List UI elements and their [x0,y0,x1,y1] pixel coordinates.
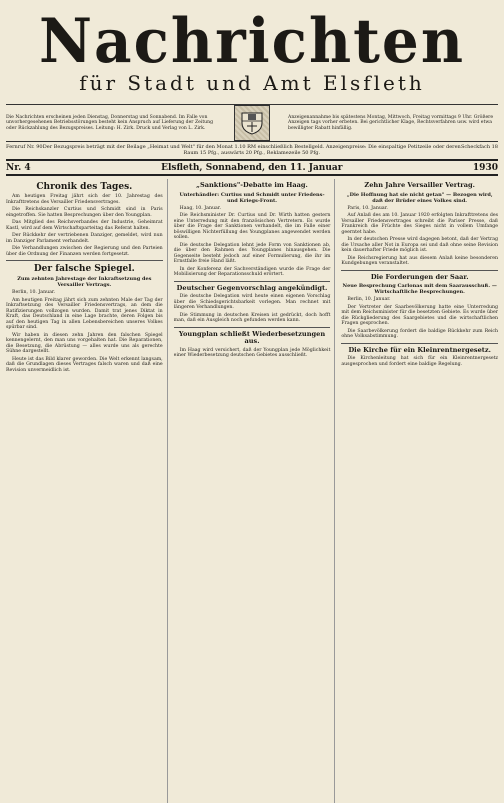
paragraph: Die deutsche Delegation lehnt jede Form von Sanktionen ab, die über den Rahmen des Youngplanes hinausgehen. Die Gegenseite besteht jedoch auf einer Formulierung, die ihr im Ernstfalle freie Hand läßt. [173,242,331,264]
divider [341,270,498,271]
paragraph: Auf Anlaß des am 10. Januar 1920 erfolgten Inkrafttretens des Versailler Friedensvertrages schreibt die Pariser Presse, daß Frankreich die Früchte des Sieges nicht in vollem Umfange geerntet habe. [341,213,499,235]
article-subheading: „Die Hoffnung hat sie nicht getan" — Bezogen wird, daß der Brüder eines Volkes sind. [346,191,493,204]
paragraph: Die Verhandlungen zwischen der Regierung und den Parteien über die Ordnung der Finanzen werden fortgesetzt. [6,246,163,257]
paragraph: Haag, 10. Januar. [179,205,221,211]
column-2 [174,179,336,803]
divider [174,281,331,282]
divider [6,260,163,261]
paragraph: Die deutsche Delegation wird heute einen eigenen Vorschlag über die Schiedsgerichtsbarkeit vorlegen. Man rechnet mit längeren Verhandlungen. [173,294,331,310]
place-date: Elsfleth, Sonnabend, den 11. Januar [161,162,343,173]
phone-number: Fernruf Nr. 90 [6,144,43,150]
paragraph: Die Reichsminister Dr. Curtius und Dr. Wirth hatten gestern eine Unterredung mit den französischen Vertretern. Es wurde über die Frage der Sanktionen verhandelt, die im Falle einer böswilligen Nichterfüllung des Youngplanes angewendet werden sollen. [173,213,331,240]
info-row [6,104,498,141]
paragraph: Heute ist das Bild klarer geworden. Die Welt erkennt langsam, daß die Grundlagen dieses Vertrages falsch waren und daß eine Revision unvermeidlich ist. [6,356,163,373]
paragraph: In der Konferenz der Sachverständigen wurde die Frage der Mobilisierung der Reparationsschuld erörtert. [173,266,331,277]
paragraph: Der Rückkehr der vertriebenen Danziger, gemeldet, wird nun im Danziger Parlament verhandelt. [6,233,163,244]
divider [341,343,498,344]
paragraph: Wir haben in diesen zehn Jahren den falschen Spiegel kennengelernt, den man uns vorgehalten hat. Die Reparationen, die Besetzung, die Abrüstung — alles wurde uns als gerechte Sühne dargestellt. [6,332,163,354]
paragraph: Die Reichsregierung hat aus diesem Anlaß keine besonderen Kundgebungen veranstaltet. [341,255,499,266]
divider [174,327,331,328]
newspaper-subtitle: für Stadt und Amt Elsfleth [79,71,425,95]
coat-of-arms-icon [234,105,270,141]
article-heading: Chronik des Tages. [36,182,133,192]
article-heading: Deutscher Gegenvorschlag angekündigt. [176,283,328,292]
dateline [6,159,498,176]
newspaper-title: Nachrichten [38,5,466,77]
paragraph: Die Stimmung in deutschen Kreisen ist gedrückt, doch hofft man, daß ein Ausgleich noch gefunden werden kann. [173,312,331,323]
column-1 [6,179,168,803]
article-heading: „Sanktions"-Debatte im Haag. [196,181,308,189]
price-note: Der Bezugspreis beträgt mit der Beilage „Heimat und Welt" für den Monat 1.10 RM einschließlich Bestellgeld. Anzeigenpreise: Die einspaltige Petitzeile oder deren Raum 15 Pfg., auswärts 20 Pfg., Reklamezeile 50 Pfg. [42,144,461,156]
column-3 [341,179,498,803]
article-heading: Der falsche Spiegel. [33,264,135,274]
paragraph: Berlin, 10. Januar. [12,290,56,295]
paragraph: Der Vertreter der Saarbevölkerung hatte eine Unterredung mit dem Reichsminister für die besetzten Gebiete. Es wurde über die Rückgliederung des Saargebietes und die wirtschaftlichen Fragen gesprochen. [341,304,499,326]
postbox-note: Scheckfach 18 [460,144,498,150]
year: 1930 [472,162,498,173]
article-subheading: Neue Besprechung Carlonas mit dem Saarausschuß. — Wirtschaftliche Besprechungen. [342,283,497,295]
paragraph: Das Mitglied des Reichsverbandes der Industrie, Geheimrat Kastl, wird auf dem Wirtschaftsparteitag das Referat halten. [6,220,163,231]
publication-info: Die Nachrichten erscheinen jeden Dienstag, Donnerstag und Sonnabend. Im Falle von unvorhergesehenen Betriebsstörungen besteht kein Anspruch auf Lieferung der Zeitung oder Rückzahlung des Bezugspreises. Leitung: H. Zirk. Druck und Verlag von L. Zirk. [6,114,214,131]
article-subheading: Unterhändler: Curtius und Schmidt unter Friedens- und Kriegs-Front. [179,191,325,204]
article-heading: Die Forderungen der Saar. [370,272,469,281]
paragraph: Berlin, 10. Januar. [347,297,391,302]
paragraph: In der deutschen Presse wird dagegen betont, daß der Vertrag die Ursache aller Not in Europa sei und daß ohne seine Revision kein dauerhafter Friede möglich ist. [341,237,499,253]
article-heading: Die Kirche für ein Kleinrentnergesetz. [348,345,491,354]
paragraph: Paris, 10. Januar. [347,205,388,211]
article-heading: Zehn Jahre Versailler Vertrag. [364,181,475,189]
newspaper-page [6,6,498,750]
price-note-row [6,141,498,158]
masthead [6,6,498,102]
paragraph: Am heutigen Freitag jährt sich zum zehnten Male der Tag der Inkraftsetzung des Versailler Friedensvertrags, an dem die Ratifizierungen vollzogen wurden. Damit trat jenes Diktat in Kraft, das Deutschland in eine Lage brachte, deren Folgen bis auf den heutigen Tag in allen Lebensbereichen unseres Volkes spürbar sind. [6,297,163,330]
paragraph: Die Saarbevölkerung fordert die baldige Rückkehr zum Reich ohne Volksabstimmung. [341,328,499,339]
paragraph: Im Haag wird versichert, daß der Youngplan jede Möglichkeit einer Wiederbesetzung deutschen Gebietes ausschließt. [173,347,331,358]
paragraph: Die Kirchenleitung hat sich für ein Kleinrentnergesetz ausgesprochen und fordert eine baldige Regelung. [341,356,499,367]
issue-number: Nr. 4 [6,162,31,173]
article-columns [6,179,498,803]
paragraph: Die Reichskanzler Curtius und Schmidt sind in Paris eingetroffen. Sie hatten Besprechungen über den Youngplan. [6,207,163,218]
paragraph: Am heutigen Freitag jährt sich der 10. Jahrestag des Inkrafttretens des Versailler Friedensvertrages. [6,194,163,205]
advertising-info: Anzeigenannahme bis spätestens Montag, Mittwoch, Freitag vormittags 9 Uhr. Größere Anzeigen tags vorher erbeten. Bei gerichtlicher Klage, Rechtsverfahren usw. wird etwa bewilligter Rabatt hinfällig. [288,114,494,131]
article-subheading: Zum zehnten Jahrestage der Inkraftsetzung des Versailler Vertrags. [17,276,152,288]
article-heading: Youngplan schließt Wiederbesetzungen aus. [178,329,326,345]
